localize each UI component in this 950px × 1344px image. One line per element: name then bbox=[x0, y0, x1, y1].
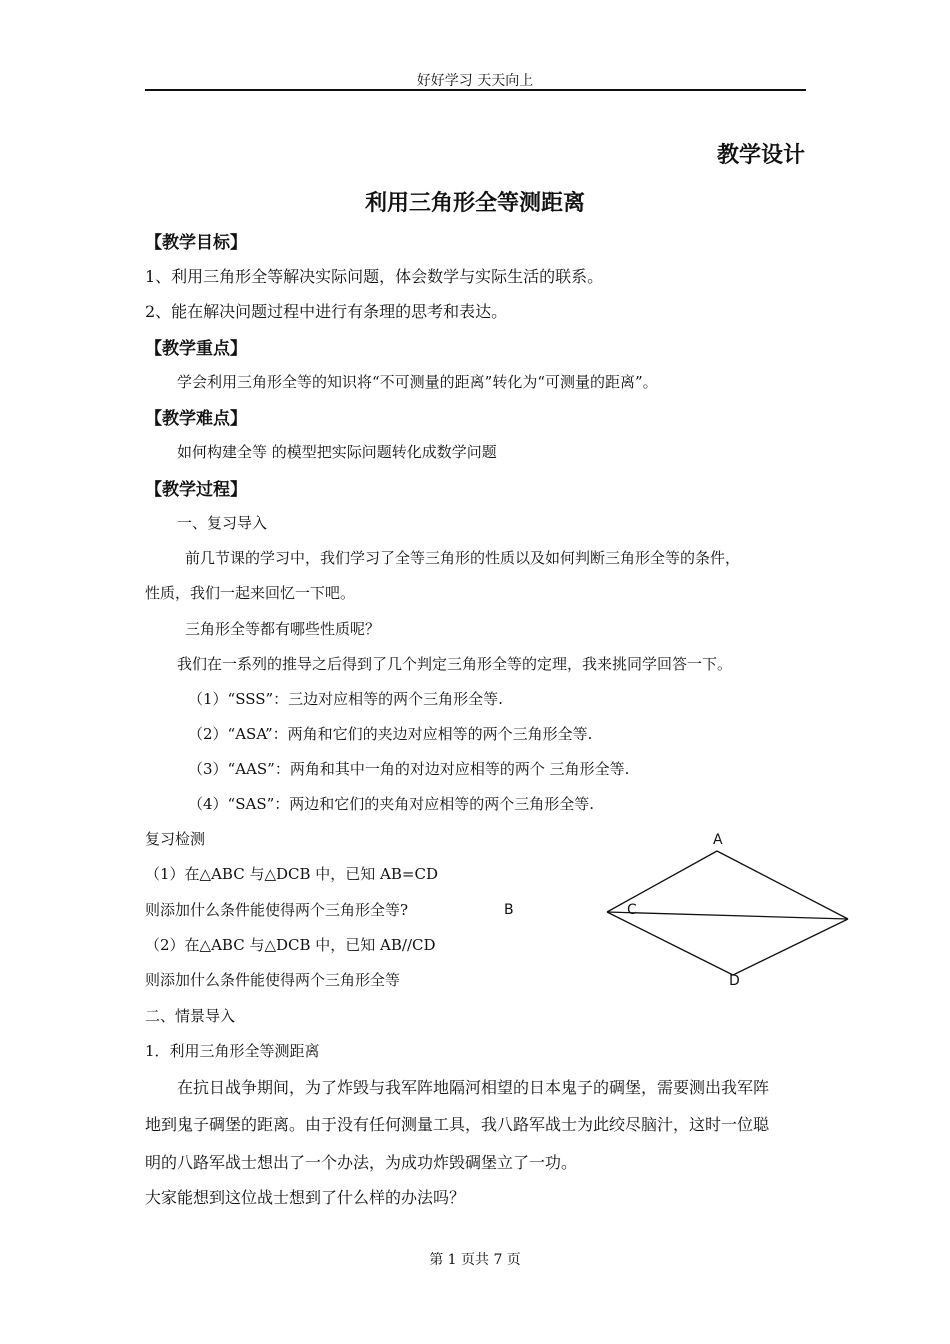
sub1-title: 1．利用三角形全等测距离 bbox=[145, 1042, 320, 1060]
question-text: 三角形全等都有哪些性质呢？ bbox=[185, 620, 381, 638]
segment-cd bbox=[733, 919, 848, 975]
difficulties-text: 如何构建全等 的模型把实际问题转化成数学问题 bbox=[177, 443, 497, 461]
review-item-1: （1）在△ABC 与△DCB 中，已知 AB=CD bbox=[145, 865, 438, 883]
review-title: 复习检测 bbox=[145, 830, 206, 848]
closing-question: 大家能想到这位战士想到了什么样的办法吗？ bbox=[145, 1188, 466, 1207]
story-line-2: 地到鬼子碉堡的距离。由于没有任何测量工具，我八路军战士为此绞尽脑汁，这时一位聪 bbox=[145, 1115, 770, 1134]
segment-bd bbox=[607, 912, 733, 975]
objective-item-2: 2、能在解决问题过程中进行有条理的思考和表达。 bbox=[145, 302, 508, 321]
theorem-sss: （1）“SSS”：三边对应相等的两个三角形全等. bbox=[188, 690, 503, 708]
review-item-4: 则添加什么条件能使得两个三角形全等 bbox=[145, 971, 401, 989]
review-item-2: 则添加什么条件能使得两个三角形全等? bbox=[145, 901, 409, 919]
part1-title: 一、复习导入 bbox=[177, 514, 268, 532]
objective-item-1: 1、利用三角形全等解决实际问题，体会数学与实际生活的联系。 bbox=[145, 267, 604, 286]
difficulties-heading: 【教学难点】 bbox=[145, 409, 247, 429]
page-header: 好好学习 天天向上 bbox=[416, 73, 534, 89]
story-line-1: 在抗日战争期间，为了炸毁与我军阵地隔河相望的日本鬼子的碉堡，需要测出我军阵 bbox=[177, 1078, 770, 1097]
page-title: 利用三角形全等测距离 bbox=[364, 190, 585, 216]
geometry-diagram bbox=[504, 825, 860, 995]
segment-ab bbox=[607, 851, 717, 912]
theorem-asa: （2）“ASA”：两角和它们的夹边对应相等的两个三角形全等. bbox=[188, 725, 593, 743]
process-heading: 【教学过程】 bbox=[145, 480, 247, 500]
header-rule bbox=[145, 89, 806, 91]
theorem-aas: （3）“AAS”：两角和其中一角的对边对应相等的两个 三角形全等. bbox=[188, 760, 630, 778]
page-footer: 第 1 页共 7 页 bbox=[429, 1252, 521, 1268]
segment-ac bbox=[717, 851, 848, 919]
intro-line-1: 前几节课的学习中，我们学习了全等三角形的性质以及如何判断三角形全等的条件， bbox=[185, 549, 741, 567]
label-a: A bbox=[713, 832, 723, 848]
theorem-sas: （4）“SAS”：两边和它们的夹角对应相等的两个三角形全等. bbox=[188, 795, 595, 813]
objectives-heading: 【教学目标】 bbox=[145, 233, 247, 253]
key-points-text: 学会利用三角形全等的知识将“不可测量的距离”转化为“可测量的距离”。 bbox=[177, 373, 658, 391]
story-line-3: 明的八路军战士想出了一个办法，为成功炸毁碉堡立了一功。 bbox=[145, 1153, 578, 1172]
part2-title: 二、情景导入 bbox=[145, 1007, 236, 1025]
review-item-3: （2）在△ABC 与△DCB 中，已知 AB//CD bbox=[145, 936, 436, 954]
intro-line-2: 性质，我们一起来回忆一下吧。 bbox=[145, 584, 356, 602]
key-points-heading: 【教学重点】 bbox=[145, 339, 247, 359]
label-d: D bbox=[729, 973, 740, 989]
theorems-intro: 我们在一系列的推导之后得到了几个判定三角形全等的定理，我来挑同学回答一下。 bbox=[177, 655, 733, 673]
label-b: B bbox=[504, 902, 514, 918]
document-type: 教学设计 bbox=[716, 142, 805, 168]
segment-bc bbox=[607, 912, 848, 919]
label-c: C bbox=[627, 902, 637, 918]
